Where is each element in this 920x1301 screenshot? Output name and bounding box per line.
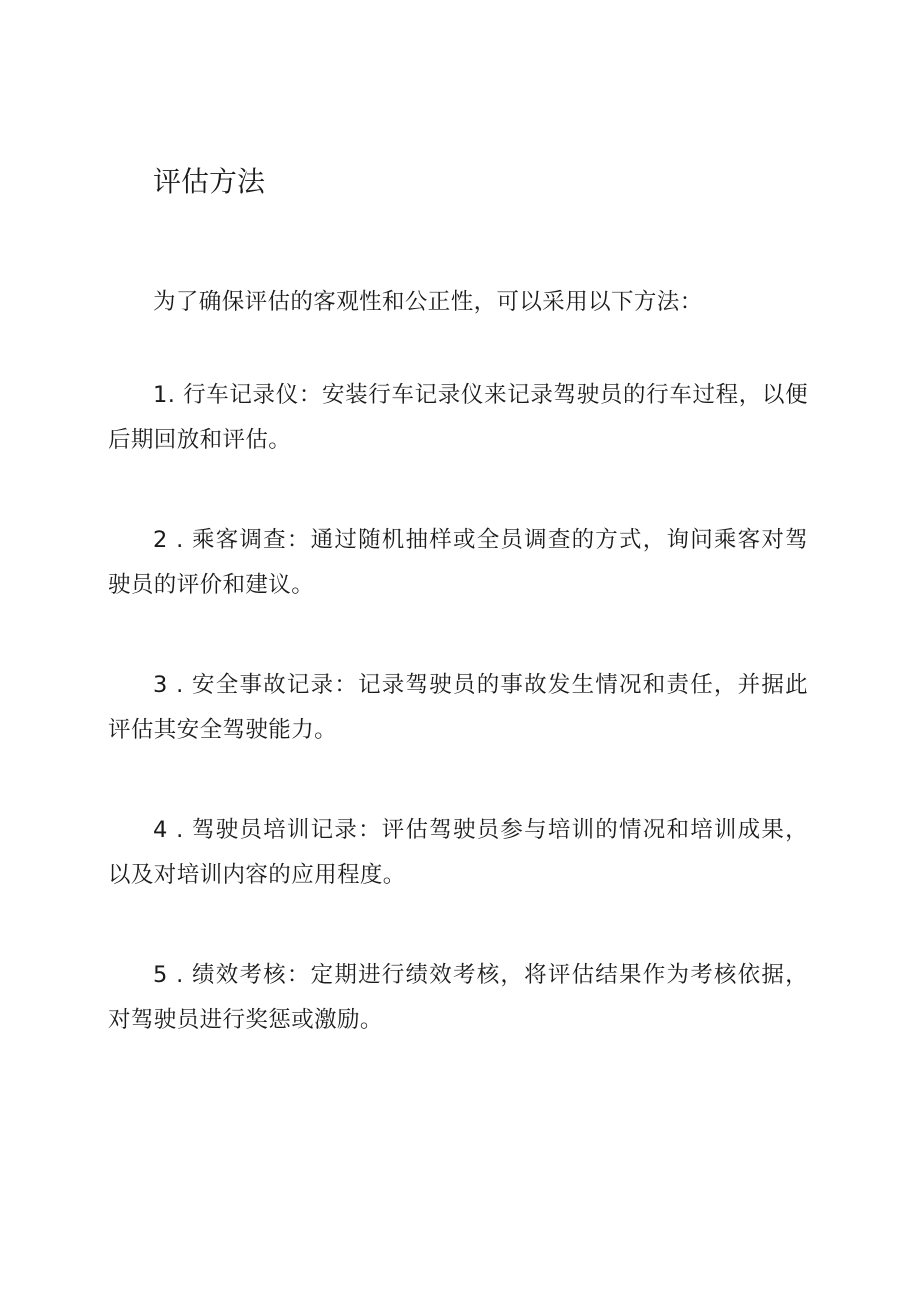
list-item: 4 . 驾驶员培训记录：评估驾驶员参与培训的情况和培训成果，以及对培训内容的应用程度。 xyxy=(108,817,808,888)
list-item: 5 . 绩效考核：定期进行绩效考核，将评估结果作为考核依据，对驾驶员进行奖惩或激励。 xyxy=(108,962,808,1033)
list-item: 2 . 乘客调查：通过随机抽样或全员调查的方式，询问乘客对驾驶员的评价和建议。 xyxy=(108,527,808,598)
section-heading: 评估方法 xyxy=(153,165,266,198)
list-item: 3 . 安全事故记录：记录驾驶员的事故发生情况和责任，并据此评估其安全驾驶能力。 xyxy=(108,672,808,743)
intro-paragraph: 为了确保评估的客观性和公正性，可以采用以下方法： xyxy=(153,289,703,315)
list-item: 1. 行车记录仪：安装行车记录仪来记录驾驶员的行车过程，以便后期回放和评估。 xyxy=(108,382,808,453)
